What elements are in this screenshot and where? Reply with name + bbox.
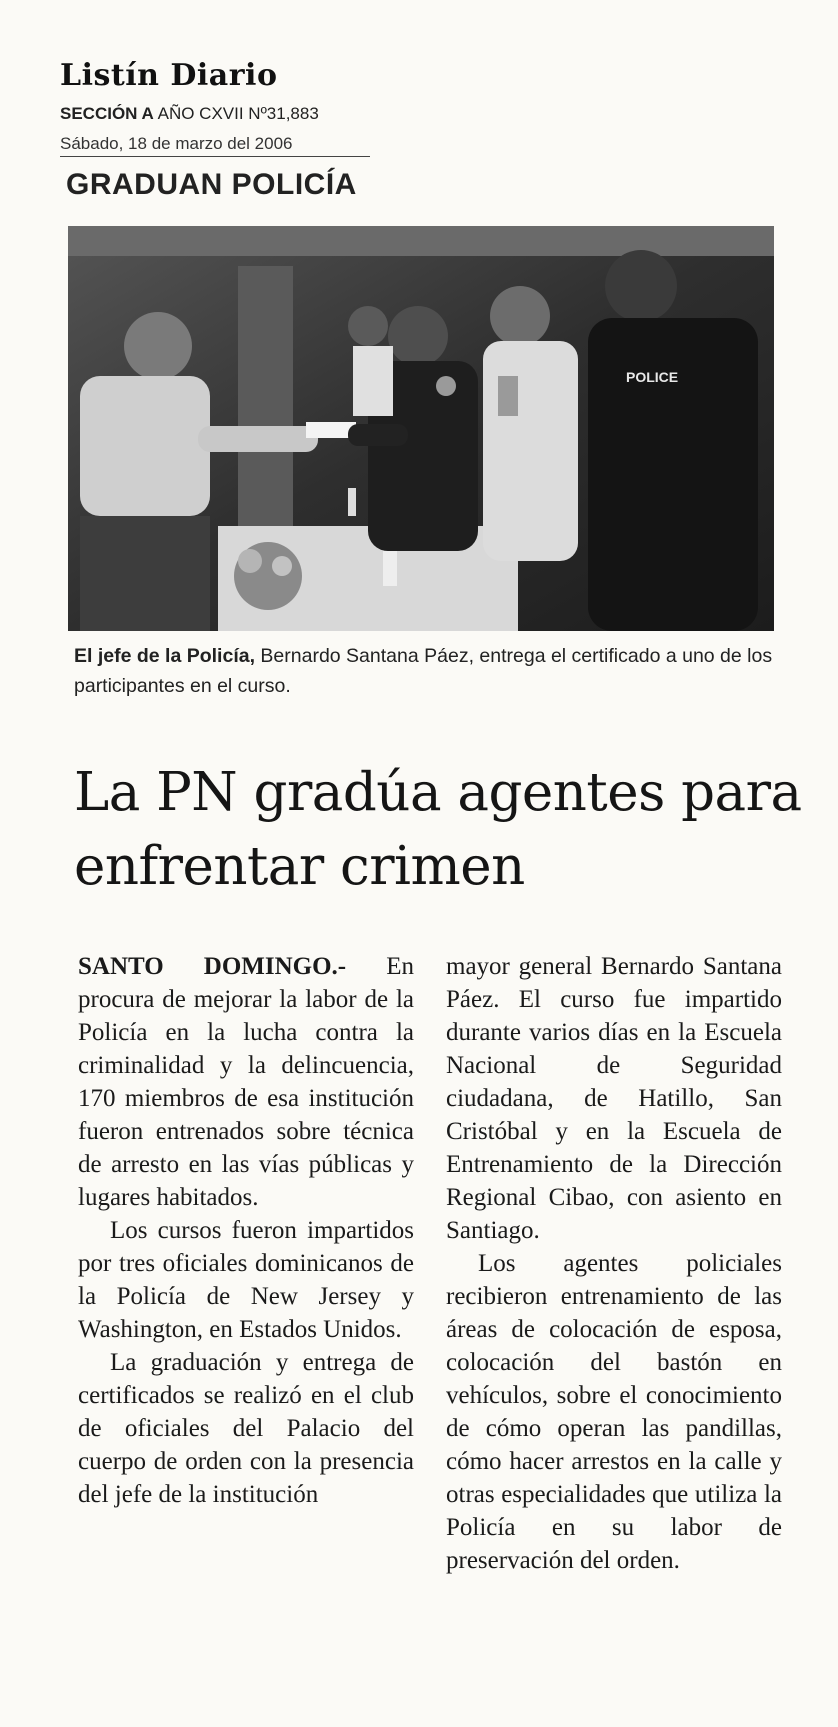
article-paragraph-4: Los agentes policiales recibieron entrenamiento de las áreas de colocación de esposa, colocación del bastón en vehículos, sobre el conocimiento de cómo operan las pandillas, cómo hacer arrestos en la calle y otras especialidades que utiliza la Policía en su labor de preservación del orden. [446, 1250, 782, 1574]
article-paragraph-2: Los cursos fueron impartidos por tres oficiales dominicanos de la Policía de New Jersey y Washington, en Estados Unidos. [78, 1217, 414, 1343]
caption-lead: El jefe de la Policía, [74, 645, 255, 667]
article-paragraph-3-continued: mayor general Bernardo Santana Páez. El curso fue impartido durante varios días en la Escuela Nacional de Seguridad ciudadana, de Hatillo, San Cristóbal y en la Escuela de Entrenamiento de la Dirección Regional Cibao, con asiento en Santiago. [446, 953, 782, 1244]
article-column-right [446, 950, 782, 1577]
section-label: SECCIÓN A [60, 104, 154, 123]
issue-line [60, 104, 319, 124]
dateline-city: SANTO DOMINGO.- [78, 953, 347, 980]
news-photo [68, 226, 774, 631]
article-headline: La PN gradúa agentes para enfrentar crimen [74, 762, 802, 897]
section-title: GRADUAN POLICÍA [66, 168, 357, 201]
police-shirt-text: POLICE [626, 369, 679, 385]
paragraph-1-text: En procura de mejorar la labor de la Policía en la lucha contra la criminalidad y la delincuencia, 170 miembros de esa institución fueron entrenados sobre técnica de arresto en las vías públicas y lugares habitados. [78, 953, 414, 1211]
article-column-left [78, 950, 414, 1511]
article-paragraph-3: La graduación y entrega de certificados se realizó en el club de oficiales del Palacio del cuerpo de orden con la presencia del jefe de la institución [78, 1349, 414, 1508]
issue-number: AÑO CXVII Nº31,883 [157, 104, 319, 123]
article-paragraph-1 [78, 950, 414, 1214]
masthead-logo: Listín Diario [60, 58, 278, 93]
publication-date: Sábado, 18 de marzo del 2006 [60, 134, 370, 157]
photo-caption [74, 641, 774, 701]
caption-text: Bernardo Santana Páez, entrega el certificado a uno de los participantes en el curso. [74, 645, 773, 697]
